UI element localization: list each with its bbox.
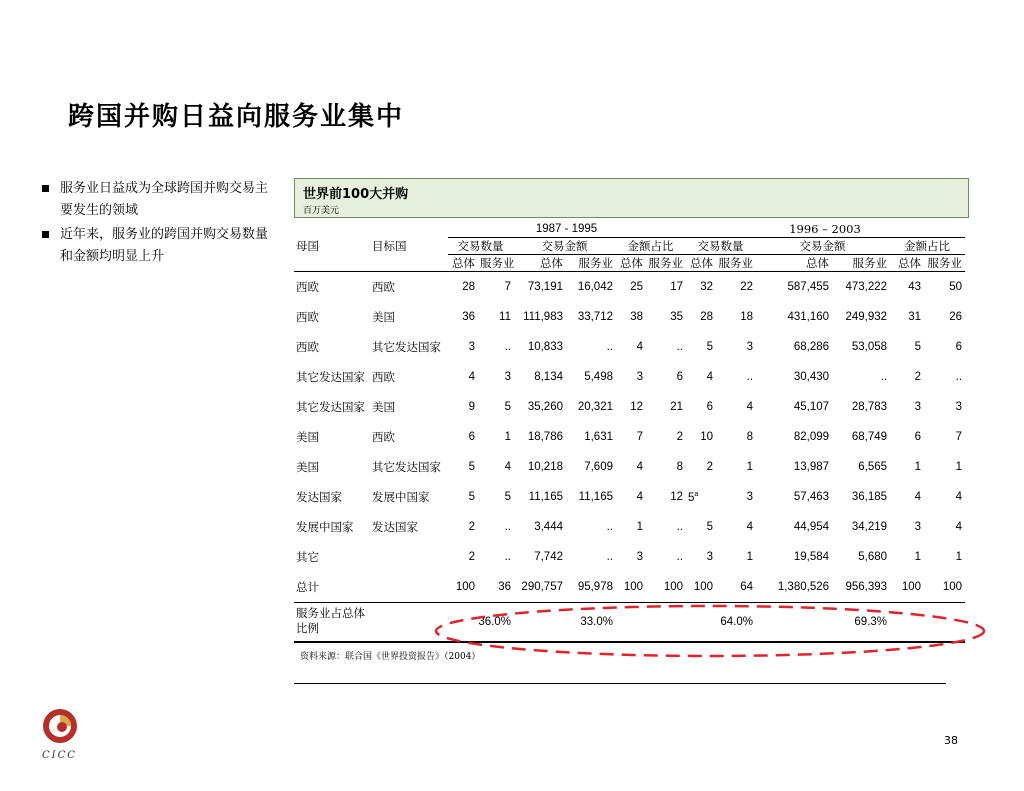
value-cell: 1 [955, 461, 963, 473]
table-row [294, 302, 965, 332]
region-cell: 美国 [372, 402, 395, 414]
value-cell: 3 [955, 401, 963, 413]
value-cell: 68,749 [851, 431, 888, 443]
value-cell: 30,430 [793, 371, 830, 383]
value-cell: 4 [746, 401, 754, 413]
value-cell: 11 [499, 311, 511, 323]
sub-total: 总体 [686, 255, 716, 272]
value-cell: 6 [914, 431, 922, 443]
col-target-country: 目标国 [372, 241, 407, 253]
value-cell: 25 [630, 281, 643, 293]
footnote-mark: a [694, 490, 699, 498]
value-cell: 36,185 [851, 491, 888, 503]
value-cell: .. [676, 341, 684, 353]
region-cell: 发展中国家 [296, 522, 354, 534]
value-cell: 28 [700, 311, 714, 323]
value-cell: 3,444 [534, 521, 563, 533]
value-cell: 22 [740, 281, 754, 293]
share-value: 64.0% [720, 616, 754, 628]
value-cell: 33,712 [577, 311, 613, 323]
value-cell: 82,099 [793, 431, 830, 443]
value-cell: 28 [462, 281, 475, 293]
value-cell: 587,455 [787, 281, 830, 293]
value-cell: 3 [636, 551, 643, 563]
value-cell: 44,954 [793, 521, 830, 533]
bullet-item: 服务业日益成为全球跨国并购交易主要发生的领域 [40, 178, 272, 222]
value-cell: 4 [504, 461, 511, 473]
value-cell: 4 [636, 491, 643, 503]
region-cell: 总计 [294, 572, 370, 603]
value-cell: 21 [670, 401, 684, 413]
value-cell: 290,757 [514, 572, 566, 603]
value-cell: 19,584 [793, 551, 830, 563]
value-cell: 26 [949, 311, 963, 323]
group-count-1: 交易数量 [448, 238, 514, 255]
region-cell [370, 542, 448, 572]
value-cell: .. [504, 341, 511, 353]
value-cell: 7 [955, 431, 963, 443]
period-1987-1995: 1987 - 1995 [448, 220, 686, 238]
value-cell: .. [606, 521, 613, 533]
sub-service: 服务业 [924, 255, 965, 272]
value-cell: 34,219 [851, 521, 888, 533]
value-cell: 6 [955, 341, 963, 353]
value-cell: 2 [706, 461, 714, 473]
value-cell: 5,680 [858, 551, 888, 563]
value-cell: 8 [676, 461, 684, 473]
value-cell: 5 [914, 341, 922, 353]
value-cell: 8,134 [534, 371, 563, 383]
value-cell: 10 [700, 431, 714, 443]
bullet-square-icon [42, 185, 49, 192]
value-cell: 35,260 [527, 401, 563, 413]
group-count-2: 交易数量 [686, 238, 756, 255]
value-cell: .. [504, 521, 511, 533]
value-cell: 35 [670, 311, 684, 323]
value-cell: 28,783 [851, 401, 888, 413]
share-label: 服务业占总体 比例 [296, 608, 365, 635]
table-row [294, 542, 965, 572]
value-cell: 3 [746, 341, 754, 353]
value-cell: 36 [478, 572, 514, 603]
group-share-2: 金额占比 [890, 238, 965, 255]
share-value: 69.3% [854, 616, 888, 628]
highlight-oval [432, 603, 988, 659]
value-cell: 32 [700, 281, 714, 293]
table-row [294, 572, 965, 603]
group-value-2: 交易金额 [756, 238, 890, 255]
value-cell: 7 [504, 281, 511, 293]
sub-total: 总体 [616, 255, 646, 272]
value-cell: .. [504, 551, 511, 563]
sub-total: 总体 [756, 255, 832, 272]
value-cell: 4 [914, 491, 922, 503]
bullet-list [40, 178, 272, 270]
value-cell: 100 [686, 572, 716, 603]
value-cell: 8 [746, 431, 754, 443]
value-cell: 431,160 [787, 311, 830, 323]
region-cell: 美国 [296, 432, 319, 444]
table-row [294, 452, 965, 482]
value-cell: 100 [616, 572, 646, 603]
value-cell: .. [746, 371, 754, 383]
region-cell: 其它发达国家 [372, 462, 441, 474]
group-share-1: 金额占比 [616, 238, 686, 255]
value-cell: 5 [706, 341, 714, 353]
sub-total: 总体 [514, 255, 566, 272]
bullet-item: 近年来，服务业的跨国并购交易数量和金额均明显上升 [40, 224, 272, 268]
sub-total: 总体 [890, 255, 924, 272]
value-cell: 5 [504, 491, 511, 503]
value-cell: .. [955, 371, 963, 383]
value-cell: 38 [630, 311, 643, 323]
region-cell [370, 572, 448, 603]
sub-service: 服务业 [716, 255, 756, 272]
table-row [294, 272, 965, 303]
value-cell: 12 [630, 401, 643, 413]
sub-service: 服务业 [646, 255, 686, 272]
value-cell: 4 [636, 461, 643, 473]
region-cell: 西欧 [296, 312, 319, 324]
region-cell: 西欧 [296, 282, 319, 294]
value-cell: 53,058 [851, 341, 888, 353]
value-cell: 95,978 [566, 572, 616, 603]
region-cell: 发展中国家 [372, 492, 430, 504]
value-cell: 4 [468, 371, 475, 383]
value-cell: 16,042 [577, 281, 613, 293]
value-cell: 5$^a$ [688, 490, 699, 504]
region-cell: 其它发达国家 [296, 372, 365, 384]
value-cell: 20,321 [577, 401, 613, 413]
value-cell: 100 [448, 572, 478, 603]
value-cell: 1 [504, 431, 511, 443]
value-cell: 43 [908, 281, 922, 293]
value-cell: .. [676, 521, 684, 533]
value-cell: .. [880, 371, 888, 383]
share-value: 36.0% [478, 616, 511, 628]
cicc-logo [40, 706, 82, 762]
value-cell: 2 [676, 431, 684, 443]
value-cell: 956,393 [832, 572, 890, 603]
value-cell: 5 [468, 461, 475, 473]
value-cell: 100 [924, 572, 965, 603]
value-cell: 3 [746, 491, 754, 503]
value-cell: 6 [706, 401, 714, 413]
value-cell: 111,983 [523, 311, 563, 323]
value-cell: 6 [468, 431, 475, 443]
value-cell: 5 [468, 491, 475, 503]
value-cell: 3 [914, 401, 922, 413]
value-cell: 11,165 [528, 491, 563, 503]
region-cell: 美国 [296, 462, 319, 474]
value-cell: .. [606, 341, 613, 353]
bottom-rule [294, 683, 946, 684]
group-value-1: 交易金额 [514, 238, 616, 255]
sub-service: 服务业 [478, 255, 514, 272]
panel-header [294, 178, 969, 218]
value-cell: 2 [468, 521, 475, 533]
panel-unit: 百万美元 [303, 206, 340, 216]
value-cell: 1,631 [584, 431, 613, 443]
sub-service: 服务业 [566, 255, 616, 272]
value-cell: 6,565 [858, 461, 888, 473]
value-cell: 68,286 [793, 341, 830, 353]
cicc-logo-text: CICC [42, 750, 77, 761]
value-cell: 36 [462, 311, 475, 323]
sub-total: 总体 [448, 255, 478, 272]
value-cell: 5,498 [584, 371, 613, 383]
region-cell: 其它发达国家 [296, 402, 365, 414]
value-cell: 64 [716, 572, 756, 603]
region-cell: 美国 [372, 312, 395, 324]
value-cell: 12 [670, 491, 684, 503]
value-cell: 4 [706, 371, 714, 383]
value-cell: 7,742 [534, 551, 563, 563]
value-cell: 1 [746, 461, 754, 473]
value-cell: 5 [706, 521, 714, 533]
cicc-logo-icon [40, 706, 82, 746]
value-cell: 1 [746, 551, 754, 563]
period-1996-2003: 1996 – 2003 [686, 220, 965, 238]
value-cell: 2 [468, 551, 475, 563]
value-cell: 73,191 [527, 281, 563, 293]
value-cell: 18,786 [527, 431, 563, 443]
value-cell: 50 [949, 281, 963, 293]
value-cell: 17 [670, 281, 684, 293]
value-cell: 4 [746, 521, 754, 533]
region-cell: 发达国家 [372, 522, 418, 534]
value-cell: 9 [468, 401, 475, 413]
value-cell: 1 [914, 551, 922, 563]
value-cell: 13,987 [793, 461, 830, 473]
region-cell: 西欧 [372, 432, 395, 444]
table-row [294, 392, 965, 422]
value-cell: 45,107 [793, 401, 830, 413]
col-home-country: 母国 [296, 241, 319, 253]
value-cell: .. [676, 551, 684, 563]
value-cell: 3 [468, 341, 475, 353]
value-cell: 4 [636, 341, 643, 353]
region-cell: 发达国家 [296, 492, 342, 504]
table-body [294, 272, 965, 603]
slide-title: 跨国并购日益向服务业集中 [68, 102, 405, 132]
value-cell: 3 [636, 371, 643, 383]
source-note: 资料来源：联合国《世界投资报告》（2004） [300, 652, 481, 662]
value-cell: 1 [636, 521, 643, 533]
value-cell: 100 [646, 572, 686, 603]
page-number: 38 [944, 734, 958, 747]
value-cell: 6 [676, 371, 684, 383]
value-cell: 1 [955, 551, 963, 563]
value-cell: 1,380,526 [756, 572, 832, 603]
value-cell: .. [606, 551, 613, 563]
value-cell: 7,609 [584, 461, 613, 473]
value-cell: 2 [914, 371, 922, 383]
data-panel [294, 178, 969, 643]
region-cell: 西欧 [296, 342, 319, 354]
value-cell: 249,932 [845, 311, 888, 323]
value-cell: 10,833 [527, 341, 563, 353]
share-value: 33.0% [580, 616, 613, 628]
value-cell: 4 [955, 491, 963, 503]
sub-service: 服务业 [832, 255, 890, 272]
value-cell: 18 [740, 311, 754, 323]
value-cell: 11,165 [578, 491, 613, 503]
table-row [294, 422, 965, 452]
value-cell: 1 [914, 461, 922, 473]
value-cell: 10,218 [527, 461, 563, 473]
region-cell: 西欧 [372, 372, 395, 384]
value-cell: 3 [504, 371, 511, 383]
table-row [294, 332, 965, 362]
value-cell: 57,463 [793, 491, 830, 503]
bullet-square-icon [42, 231, 49, 238]
value-cell: 7 [636, 431, 643, 443]
table-row [294, 362, 965, 392]
value-cell: 5 [504, 401, 511, 413]
value-cell: 473,222 [845, 281, 888, 293]
mna-table [294, 220, 965, 643]
value-cell: 3 [914, 521, 922, 533]
value-cell: 100 [890, 572, 924, 603]
panel-heading: 世界前100大并购 [303, 187, 409, 202]
table-row [294, 512, 965, 542]
region-cell: 西欧 [372, 282, 395, 294]
region-cell: 其它发达国家 [372, 342, 441, 354]
region-cell: 其它 [296, 552, 319, 564]
table-row [294, 482, 965, 512]
value-cell: 31 [908, 311, 922, 323]
value-cell: 4 [955, 521, 963, 533]
value-cell: 3 [706, 551, 714, 563]
